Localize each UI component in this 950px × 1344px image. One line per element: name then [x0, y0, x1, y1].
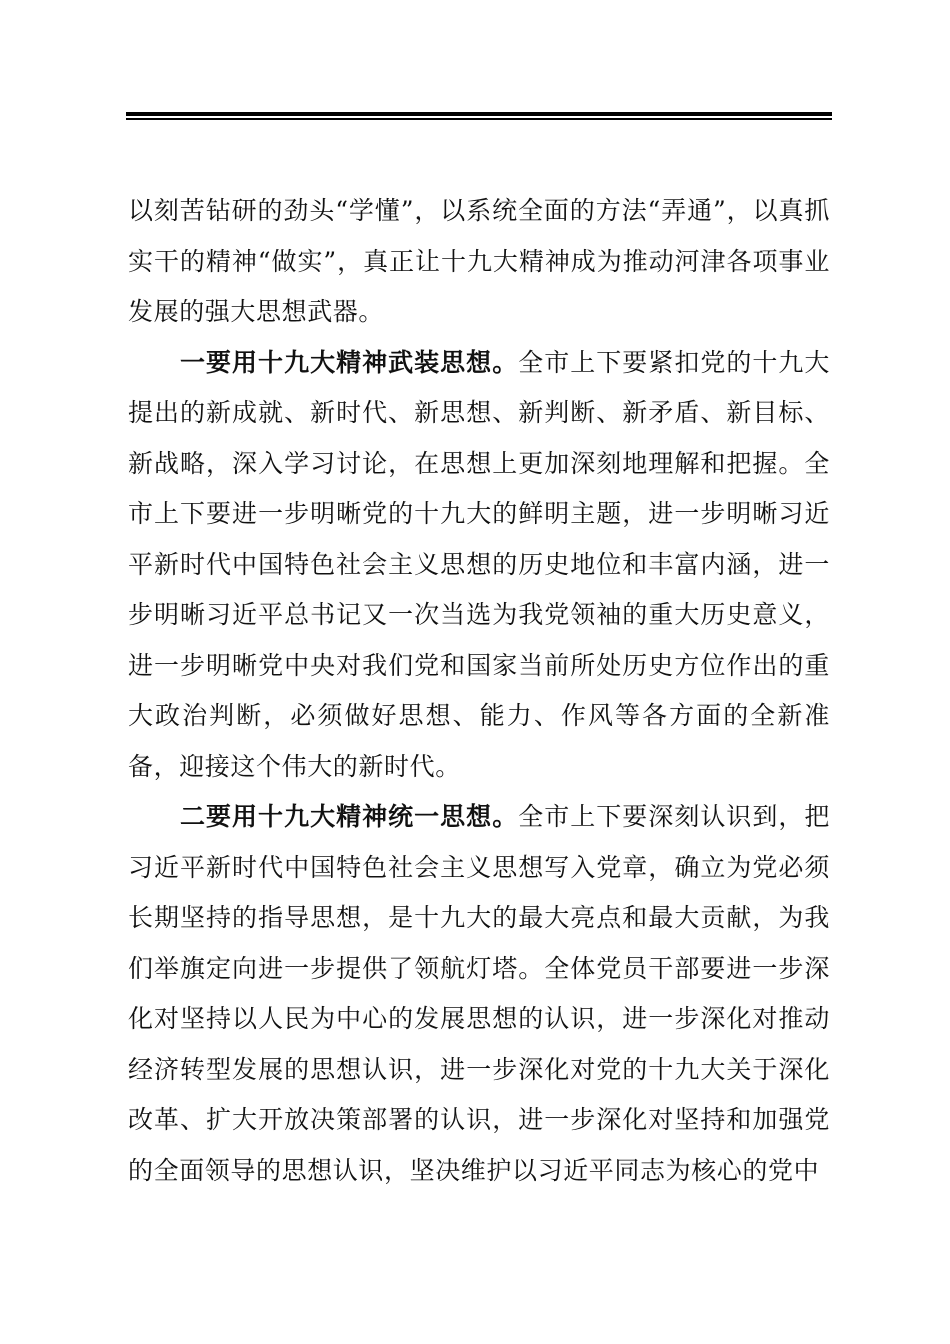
paragraph-text: 全市上下要紧扣党的十九大提出的新成就、新时代、新思想、新判断、新矛盾、新目标、新战略，深入学习讨论，在思想上更加深刻地理解和把握。全市上下要进一步明晰党的十九大的鲜明主题，进一步明晰习近平新时代中国特色社会主义思想的历史地位和丰富内涵，进一步明晰习近平总书记又一次当选为我党领袖的重大历史意义，进一步明晰党中央对我们党和国家当前所处历史方位作出的重大政治判断，必须做好思想、能力、作风等各方面的全新准备，迎接这个伟大的新时代。 — [128, 347, 830, 781]
paragraph-text: 以刻苦钻研的劲头“学懂”，以系统全面的方法“弄通”，以真抓实干的精神“做实”，真正让十九大精神成为推动河津各项事业发展的强大思想武器。 — [128, 196, 830, 326]
header-rule-thick — [126, 112, 832, 116]
paragraph-lead-heading: 一要用十九大精神武装思想。 — [180, 347, 519, 377]
paragraph-arm-thought — [128, 338, 830, 793]
paragraph-continuation — [128, 186, 830, 338]
paragraph-lead-heading: 二要用十九大精神统一思想。 — [180, 802, 519, 831]
paragraph-unify-thought — [128, 792, 830, 1196]
paragraph-text: 全市上下要深刻认识到，把习近平新时代中国特色社会主义思想写入党章，确立为党必须长期坚持的指导思想，是十九大的最大亮点和最大贡献，为我们举旗定向进一步提供了领航灯塔。全体党员干部要进一步深化对坚持以人民为中心的发展思想的认识，进一步深化对推动经济转型发展的思想认识，进一步深化对党的十九大关于深化改革、扩大开放决策部署的认识，进一步深化对坚持和加强党的全面领导的思想认识，坚决维护以习近平同志为核心的党中 — [128, 802, 830, 1185]
header-rule-thin — [126, 118, 832, 120]
document-body — [128, 186, 830, 1196]
